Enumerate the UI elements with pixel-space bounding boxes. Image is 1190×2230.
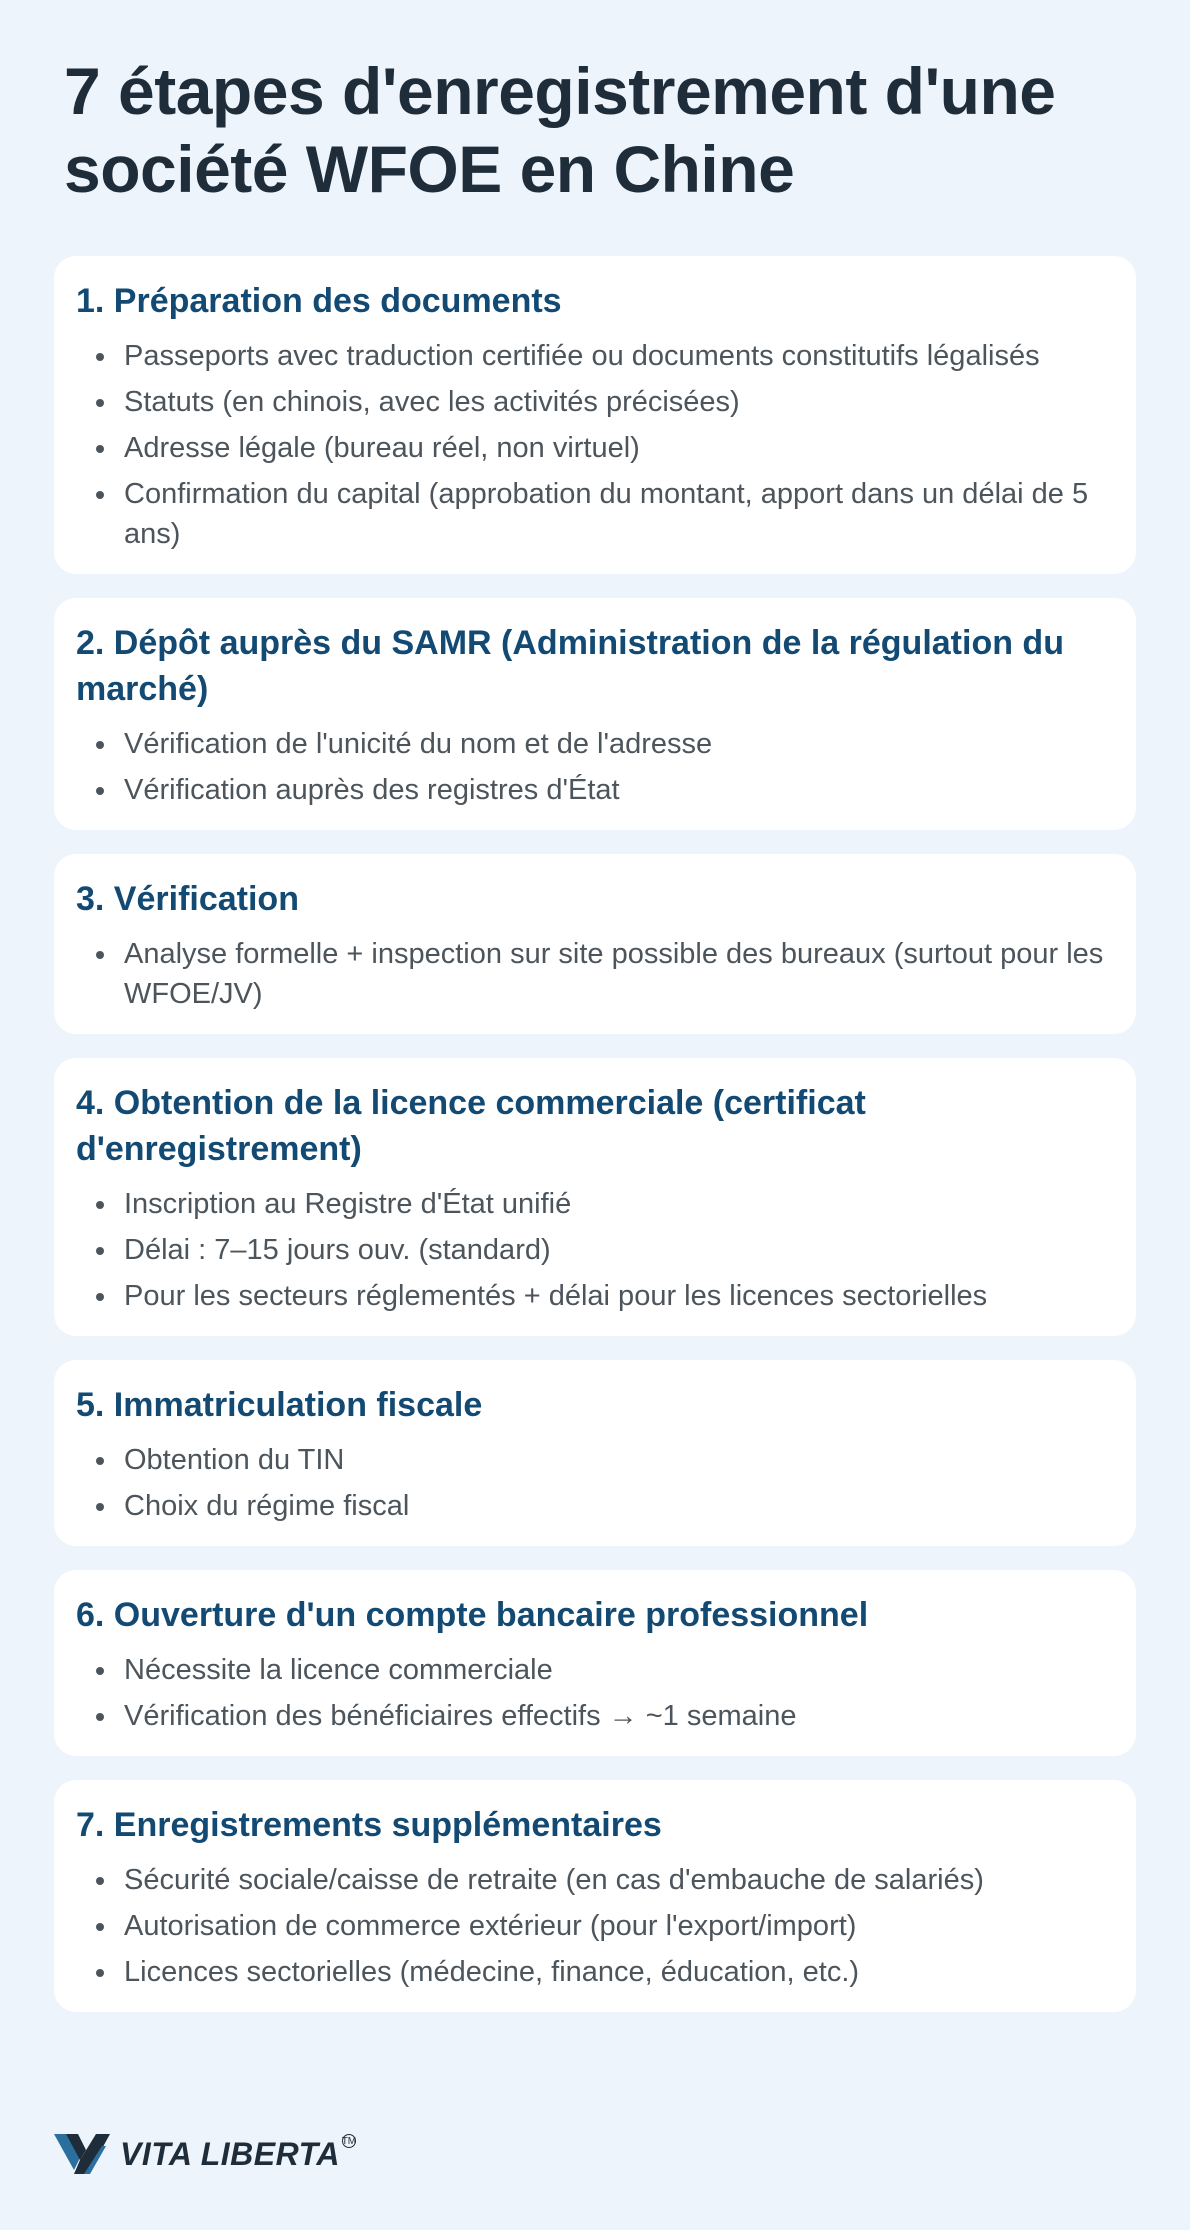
list-item: Statuts (en chinois, avec les activités précisées): [124, 382, 1114, 422]
list-item: Licences sectorielles (médecine, finance, éducation, etc.): [124, 1952, 1114, 1992]
step-card-3: [54, 854, 1136, 1034]
page-title: 7 étapes d'enregistrement d'une société WFOE en Chine: [64, 54, 1056, 206]
list-item: Choix du régime fiscal: [124, 1486, 1114, 1526]
list-item: Nécessite la licence commerciale: [124, 1650, 1114, 1690]
steps-list: [54, 256, 1136, 2012]
step-items: [76, 1650, 1114, 1736]
list-item: Adresse légale (bureau réel, non virtuel): [124, 428, 1114, 468]
list-item: Obtention du TIN: [124, 1440, 1114, 1480]
step-items: [76, 724, 1114, 810]
list-item: Autorisation de commerce extérieur (pour l'export/import): [124, 1906, 1114, 1946]
step-items: [76, 1184, 1114, 1316]
step-title: 6. Ouverture d'un compte bancaire professionnel: [76, 1596, 869, 1634]
brand-name: VITA LIBERTA: [120, 2135, 340, 2172]
step-card-5: [54, 1360, 1136, 1546]
step-title: 3. Vérification: [76, 880, 299, 918]
step-card-1: [54, 256, 1136, 574]
list-item: Passeports avec traduction certifiée ou documents constitutifs légalisés: [124, 336, 1114, 376]
list-item: Sécurité sociale/caisse de retraite (en cas d'embauche de salariés): [124, 1860, 1114, 1900]
step-title: 4. Obtention de la licence commerciale (certificat d'enregistrement): [76, 1084, 866, 1168]
vita-liberta-logo-icon: [54, 2134, 110, 2174]
list-item: Analyse formelle + inspection sur site possible des bureaux (surtout pour les WFOE/JV): [124, 934, 1114, 1014]
trademark-badge: TM: [341, 2135, 357, 2147]
step-items: [76, 336, 1114, 554]
step-card-6: [54, 1570, 1136, 1756]
step-items: [76, 934, 1114, 1014]
step-items: [76, 1860, 1114, 1992]
list-item: Pour les secteurs réglementés + délai pour les licences sectorielles: [124, 1276, 1114, 1316]
list-item: Délai : 7–15 jours ouv. (standard): [124, 1230, 1114, 1270]
list-item: Vérification auprès des registres d'État: [124, 770, 1114, 810]
step-items: [76, 1440, 1114, 1526]
step-title: 1. Préparation des documents: [76, 282, 562, 320]
list-item: Inscription au Registre d'État unifié: [124, 1184, 1114, 1224]
step-title: 2. Dépôt auprès du SAMR (Administration de la régulation du marché): [76, 624, 1064, 708]
step-title: 5. Immatriculation fiscale: [76, 1386, 483, 1424]
list-item: Vérification de l'unicité du nom et de l'adresse: [124, 724, 1114, 764]
step-card-2: [54, 598, 1136, 830]
step-card-4: [54, 1058, 1136, 1336]
step-card-7: [54, 1780, 1136, 2012]
list-item: Vérification des bénéficiaires effectifs → ~1 semaine: [124, 1696, 1114, 1736]
footer-logo: [54, 2132, 356, 2176]
list-item: Confirmation du capital (approbation du montant, apport dans un délai de 5 ans): [124, 474, 1114, 554]
step-title: 7. Enregistrements supplémentaires: [76, 1806, 662, 1844]
